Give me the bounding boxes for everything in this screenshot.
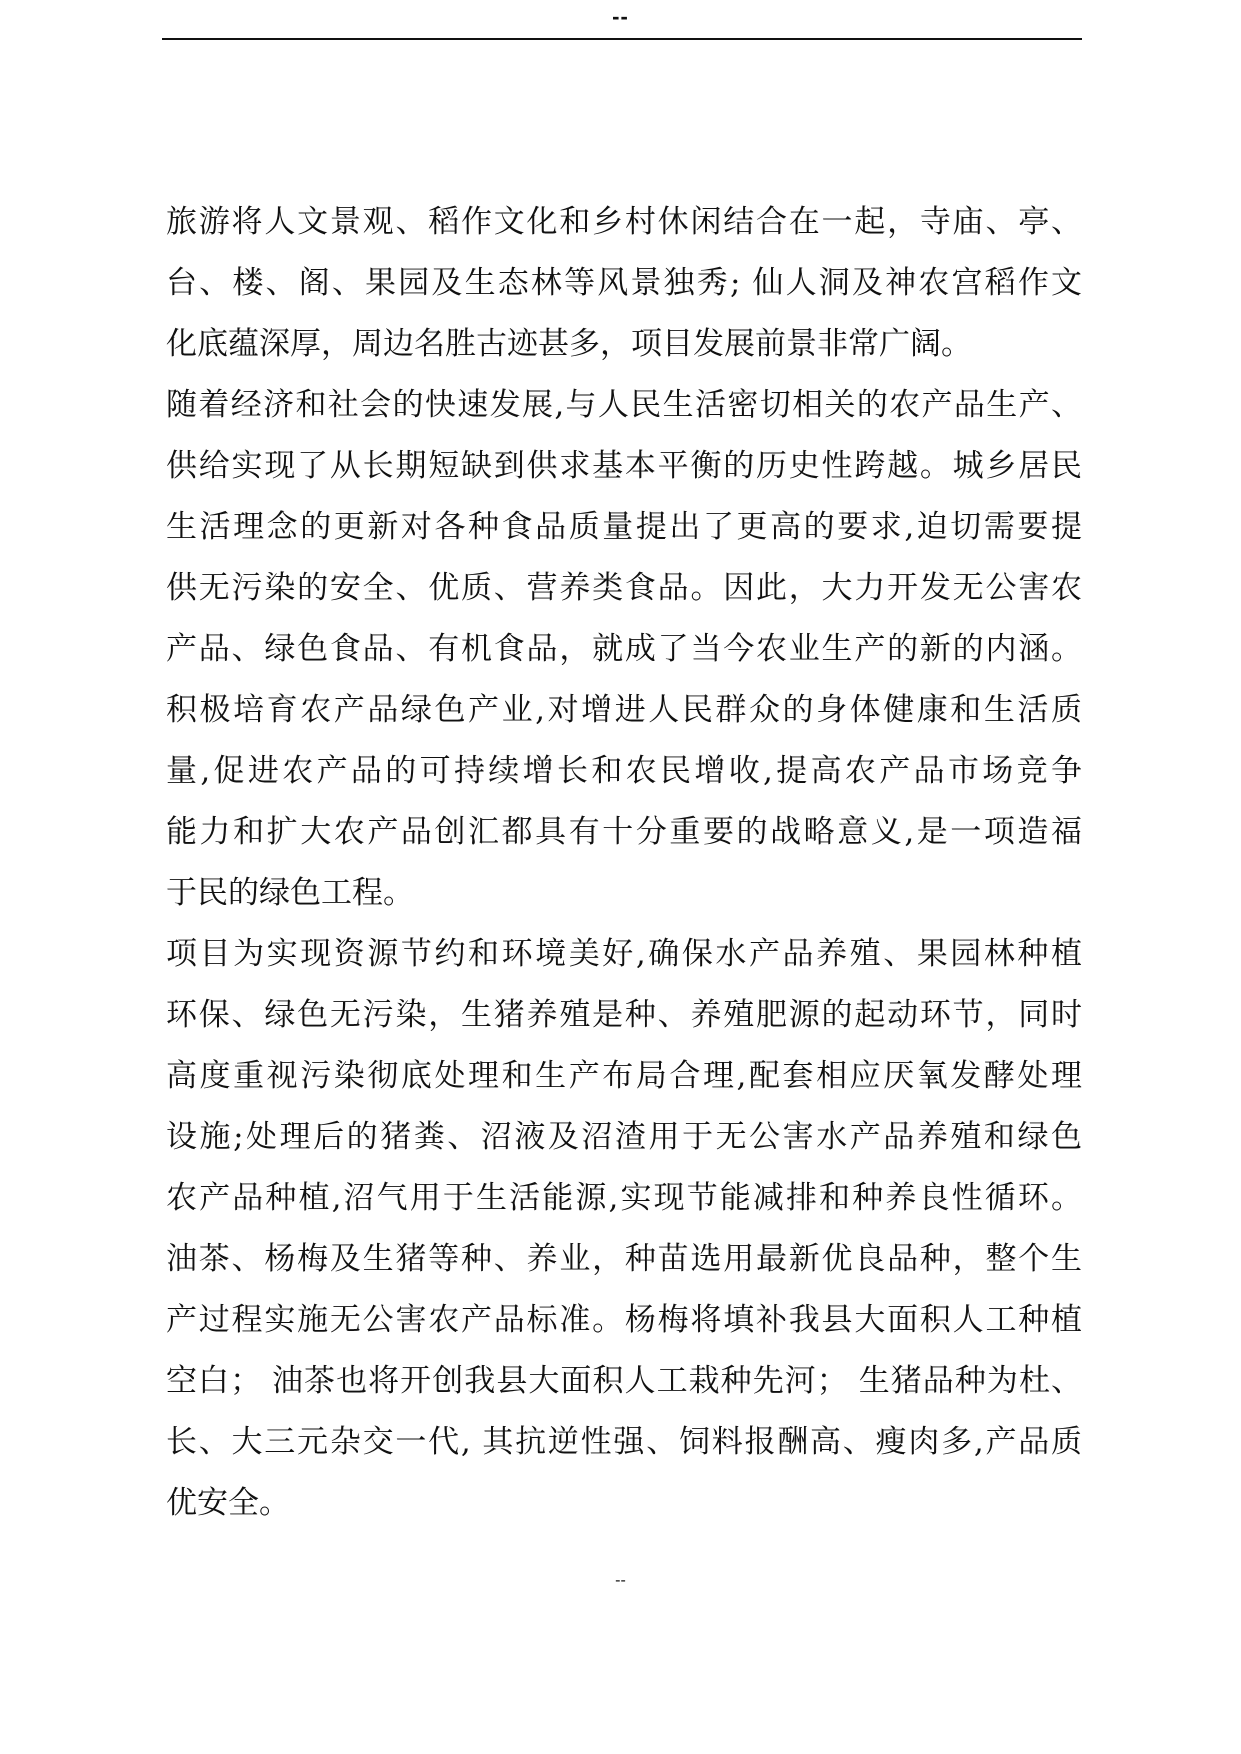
page-footer-mark: --	[615, 1572, 626, 1589]
text-line: 化底蕴深厚，周边名胜古迹甚多，项目发展前景非常广阔。	[166, 326, 972, 362]
text-line: 环保、绿色无污染，生猪养殖是种、养殖肥源的起动环节，同时	[166, 997, 1082, 1033]
header-divider	[162, 38, 1082, 40]
text-line: 长、大三元杂交一代, 其抗逆性强、饲料报酬高、瘦肉多,产品质	[166, 1424, 1082, 1460]
text-line: 油茶、杨梅及生猪等种、养业，种苗选用最新优良品种，整个生	[166, 1241, 1082, 1277]
text-line: 供无污染的安全、优质、营养类食品。因此，大力开发无公害农	[166, 570, 1082, 606]
text-line: 台、楼、阁、果园及生态林等风景独秀; 仙人洞及神农宫稻作文	[166, 265, 1082, 301]
document-body	[166, 192, 1082, 1534]
paragraph-tourism	[166, 192, 1082, 375]
text-line: 空白； 油茶也将开创我县大面积人工栽种先河； 生猪品种为杜、	[166, 1363, 1082, 1399]
paragraph-green-agriculture	[166, 375, 1082, 924]
text-line: 产品、绿色食品、有机食品，就成了当今农业生产的新的内涵。	[166, 631, 1082, 667]
text-line: 旅游将人文景观、稻作文化和乡村休闲结合在一起，寺庙、亭、	[166, 204, 1082, 240]
text-line: 于民的绿色工程。	[166, 875, 414, 911]
text-line: 产过程实施无公害农产品标准。杨梅将填补我县大面积人工种植	[166, 1302, 1082, 1338]
text-line: 农产品种植,沼气用于生活能源,实现节能减排和种养良性循环。	[166, 1180, 1082, 1216]
text-line: 能力和扩大农产品创汇都具有十分重要的战略意义,是一项造福	[166, 814, 1082, 850]
text-line: 随着经济和社会的快速发展,与人民生活密切相关的农产品生产、	[166, 387, 1082, 423]
text-line: 生活理念的更新对各种食品质量提出了更高的要求,迫切需要提	[166, 509, 1082, 545]
text-line: 设施;处理后的猪粪、沼液及沼渣用于无公害水产品养殖和绿色	[166, 1119, 1082, 1155]
paragraph-resource-environment	[166, 924, 1082, 1534]
text-line: 高度重视污染彻底处理和生产布局合理,配套相应厌氧发酵处理	[166, 1058, 1082, 1094]
text-line: 量,促进农产品的可持续增长和农民增收,提高农产品市场竞争	[166, 753, 1082, 789]
text-line: 供给实现了从长期短缺到供求基本平衡的历史性跨越。城乡居民	[166, 448, 1082, 484]
text-line: 积极培育农产品绿色产业,对增进人民群众的身体健康和生活质	[166, 692, 1082, 728]
page-header-mark: --	[612, 4, 629, 29]
text-line: 项目为实现资源节约和环境美好,确保水产品养殖、果园林种植	[166, 936, 1082, 972]
text-line: 优安全。	[166, 1485, 290, 1521]
